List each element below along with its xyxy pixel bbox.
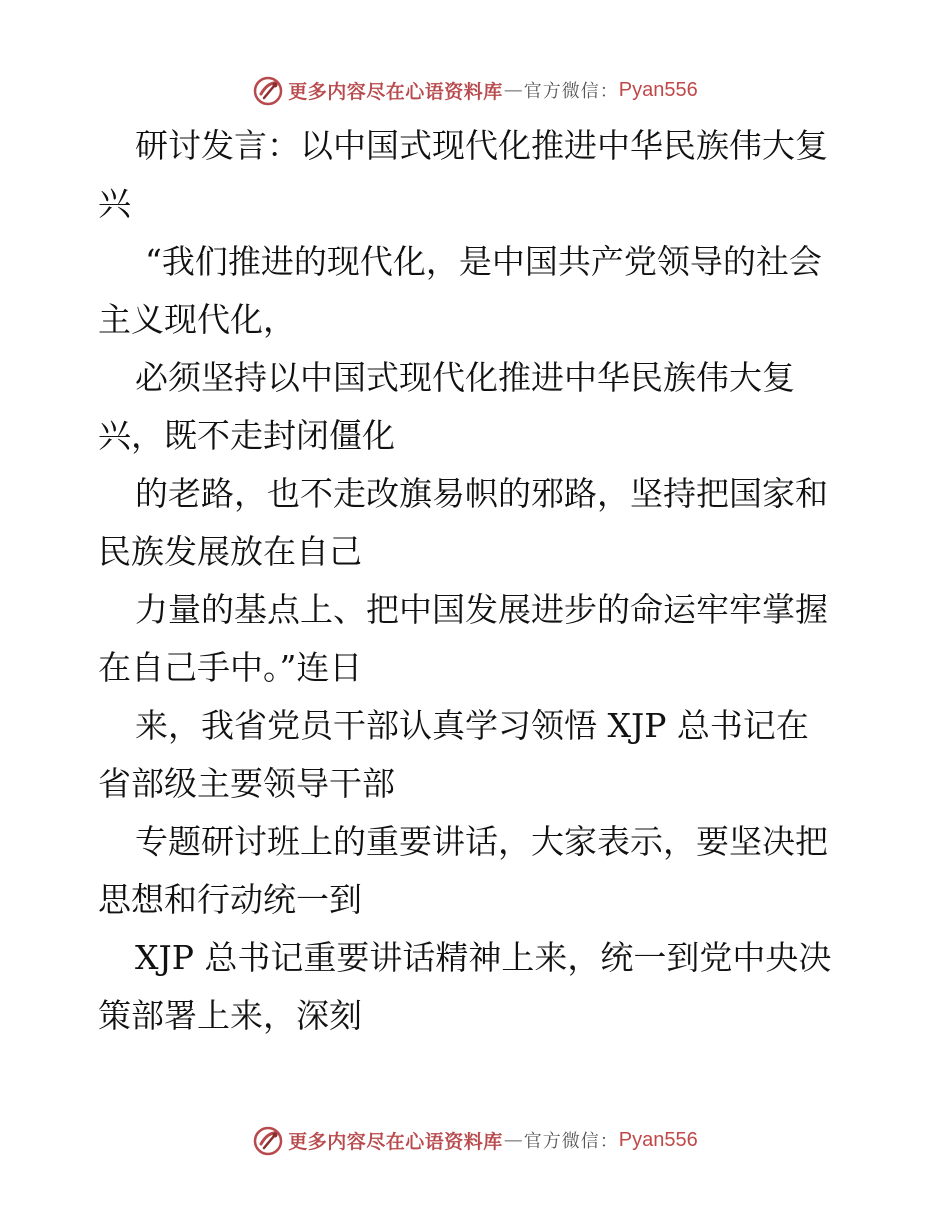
banner-wechat-id: Pyan556 — [618, 78, 698, 101]
paragraph-line: 来，我省党员干部认真学习领悟 XJP 总书记在 — [135, 706, 809, 745]
paragraph-line: 兴 — [98, 184, 131, 223]
banner-separator: — — [503, 79, 523, 101]
banner-wechat-label: 官方微信： — [523, 81, 619, 102]
banner-separator: — — [503, 1129, 523, 1151]
header-banner — [0, 72, 950, 108]
paragraph-line: 的老路，也不走改旗易帜的邪路，坚持把国家和 — [135, 474, 828, 513]
paragraph-line: 力量的基点上、把中国发展进步的命运牢牢掌握 — [135, 590, 828, 629]
paragraph-line: 专题研讨班上的重要讲话，大家表示，要坚决把 — [135, 822, 828, 861]
paragraph-line: 兴，既不走封闭僵化 — [98, 416, 395, 455]
banner-main-text: 更多内容尽在心语资料库 — [288, 80, 503, 103]
paragraph-line: XJP 总书记重要讲话精神上来，统一到党中央决 — [135, 938, 832, 977]
paragraph-line: 必须坚持以中国式现代化推进中华民族伟大复 — [135, 358, 795, 397]
paragraph-line: 主义现代化， — [98, 300, 296, 339]
logo-icon — [252, 74, 284, 106]
banner-wechat-id: Pyan556 — [618, 1128, 698, 1151]
logo-icon — [252, 1124, 284, 1156]
banner-main-text: 更多内容尽在心语资料库 — [288, 1130, 503, 1153]
paragraph-line: 在自己手中。”连日 — [98, 648, 363, 687]
paragraph-line: 民族发展放在自己 — [98, 532, 362, 571]
document-body — [98, 117, 858, 1045]
footer-banner — [0, 1122, 950, 1158]
paragraph-line: 思想和行动统一到 — [98, 880, 362, 919]
paragraph-line: 策部署上来，深刻 — [98, 996, 362, 1035]
banner-wechat-label: 官方微信： — [523, 1131, 619, 1152]
paragraph-line: “我们推进的现代化，是中国共产党领导的社会 — [145, 242, 822, 281]
paragraph-line: 研讨发言：以中国式现代化推进中华民族伟大复 — [135, 126, 828, 165]
paragraph-line: 省部级主要领导干部 — [98, 764, 395, 803]
